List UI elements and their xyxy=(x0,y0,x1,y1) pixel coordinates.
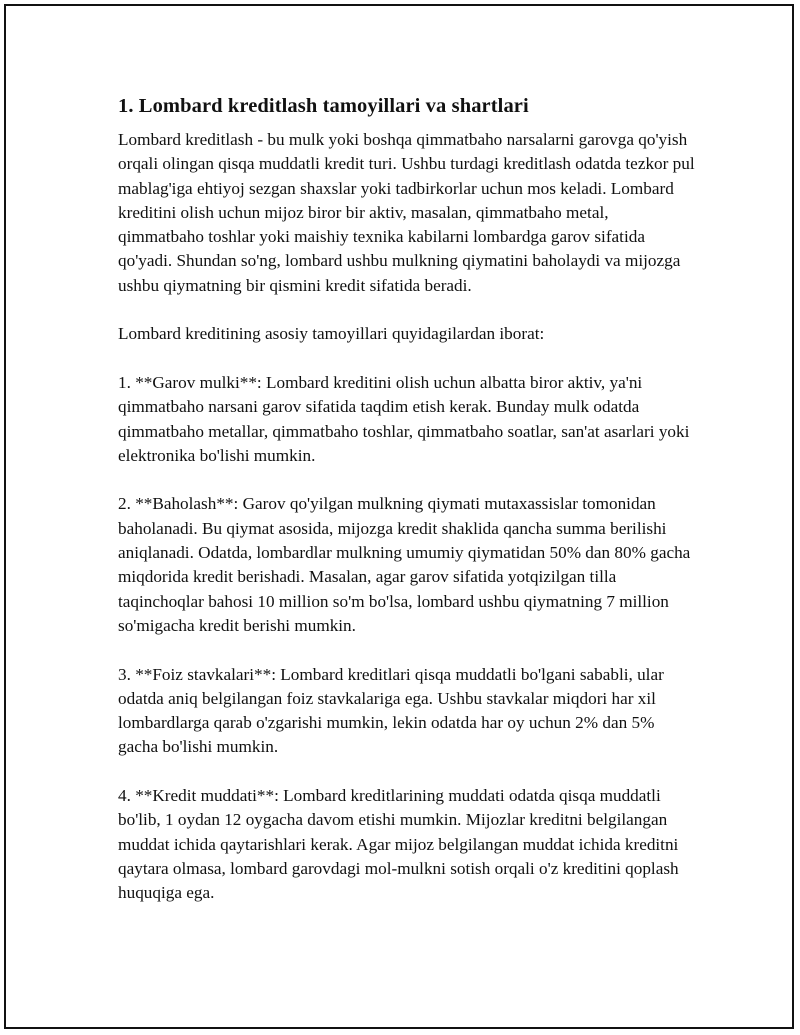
paragraph-principles-intro: Lombard kreditining asosiy tamoyillari quyidagilardan iborat: xyxy=(118,324,545,344)
paragraph-valuation: 2. **Baholash**: Garov qo'yilgan mulkning qiymati mutaxassislar tomonidan baholanadi. Bu qiymat asosida, mijozga kredit shaklida qancha summa berilishi aniqlanadi. Odatda, lombardlar mulkning umumiy qiymatidan 50% dan 80% gacha miqdorida kredit berishadi. Masalan, agar garov sifatida yotqizilgan tilla taqinchoqlar bahosi 10 million so'm bo'lsa, lombard ushbu qiymatning 7 million so'migacha kredit berishi mumkin. xyxy=(118,494,691,635)
paragraph-definition: Lombard kreditlash - bu mulk yoki boshqa qimmatbaho narsalarni garovga qo'yish orqali olingan qisqa muddatli kredit turi. Ushbu turdagi kreditlash odatda tezkor pul mablag'iga ehtiyoj sezgan shaxslar yoki tadbirkorlar uchun mos keladi. Lombard kreditini olish uchun mijoz biror bir aktiv, masalan, qimmatbaho metal, qimmatbaho toshlar yoki maishiy texnika kabilarni lombardga garov sifatida qo'yadi. Shundan so'ng, lombard ushbu mulkning qiymatini baholaydi va mijozga ushbu qiymatning bir qismini kredit sifatida beradi. xyxy=(118,130,695,295)
section-heading: 1. Lombard kreditlash tamoyillari va shartlari xyxy=(118,95,529,117)
paragraph-loan-term: 4. **Kredit muddati**: Lombard kreditlarining muddati odatda qisqa muddatli bo'lib, 1 oydan 12 oygacha davom etishi mumkin. Mijozlar kreditni belgilangan muddat ichida qaytarishlari kerak. Agar mijoz belgilangan muddat ichida kreditni qaytara olmasa, lombard garovdagi mol-mulkni sotish orqali o'z kreditini qoplash huquqiga ega. xyxy=(118,786,679,903)
paragraph-collateral: 1. **Garov mulki**: Lombard kreditini olish uchun albatta biror aktiv, ya'ni qimmatbaho narsani garov sifatida taqdim etish kerak. Bunday mulk odatda qimmatbaho metallar, qimmatbaho toshlar, qimmatbaho soatlar, san'at asarlari yoki elektronika bo'lishi mumkin. xyxy=(118,372,690,465)
paragraph-interest-rates: 3. **Foiz stavkalari**: Lombard kreditlari qisqa muddatli bo'lgani sababli, ular odatda aniq belgilangan foiz stavkalariga ega. Ushbu stavkalar miqdori har xil lombardlarga qarab o'zgarishi mumkin, lekin odatda har oy uchun 2% dan 5% gacha bo'lishi mumkin. xyxy=(118,664,664,757)
document-body xyxy=(118,92,698,930)
